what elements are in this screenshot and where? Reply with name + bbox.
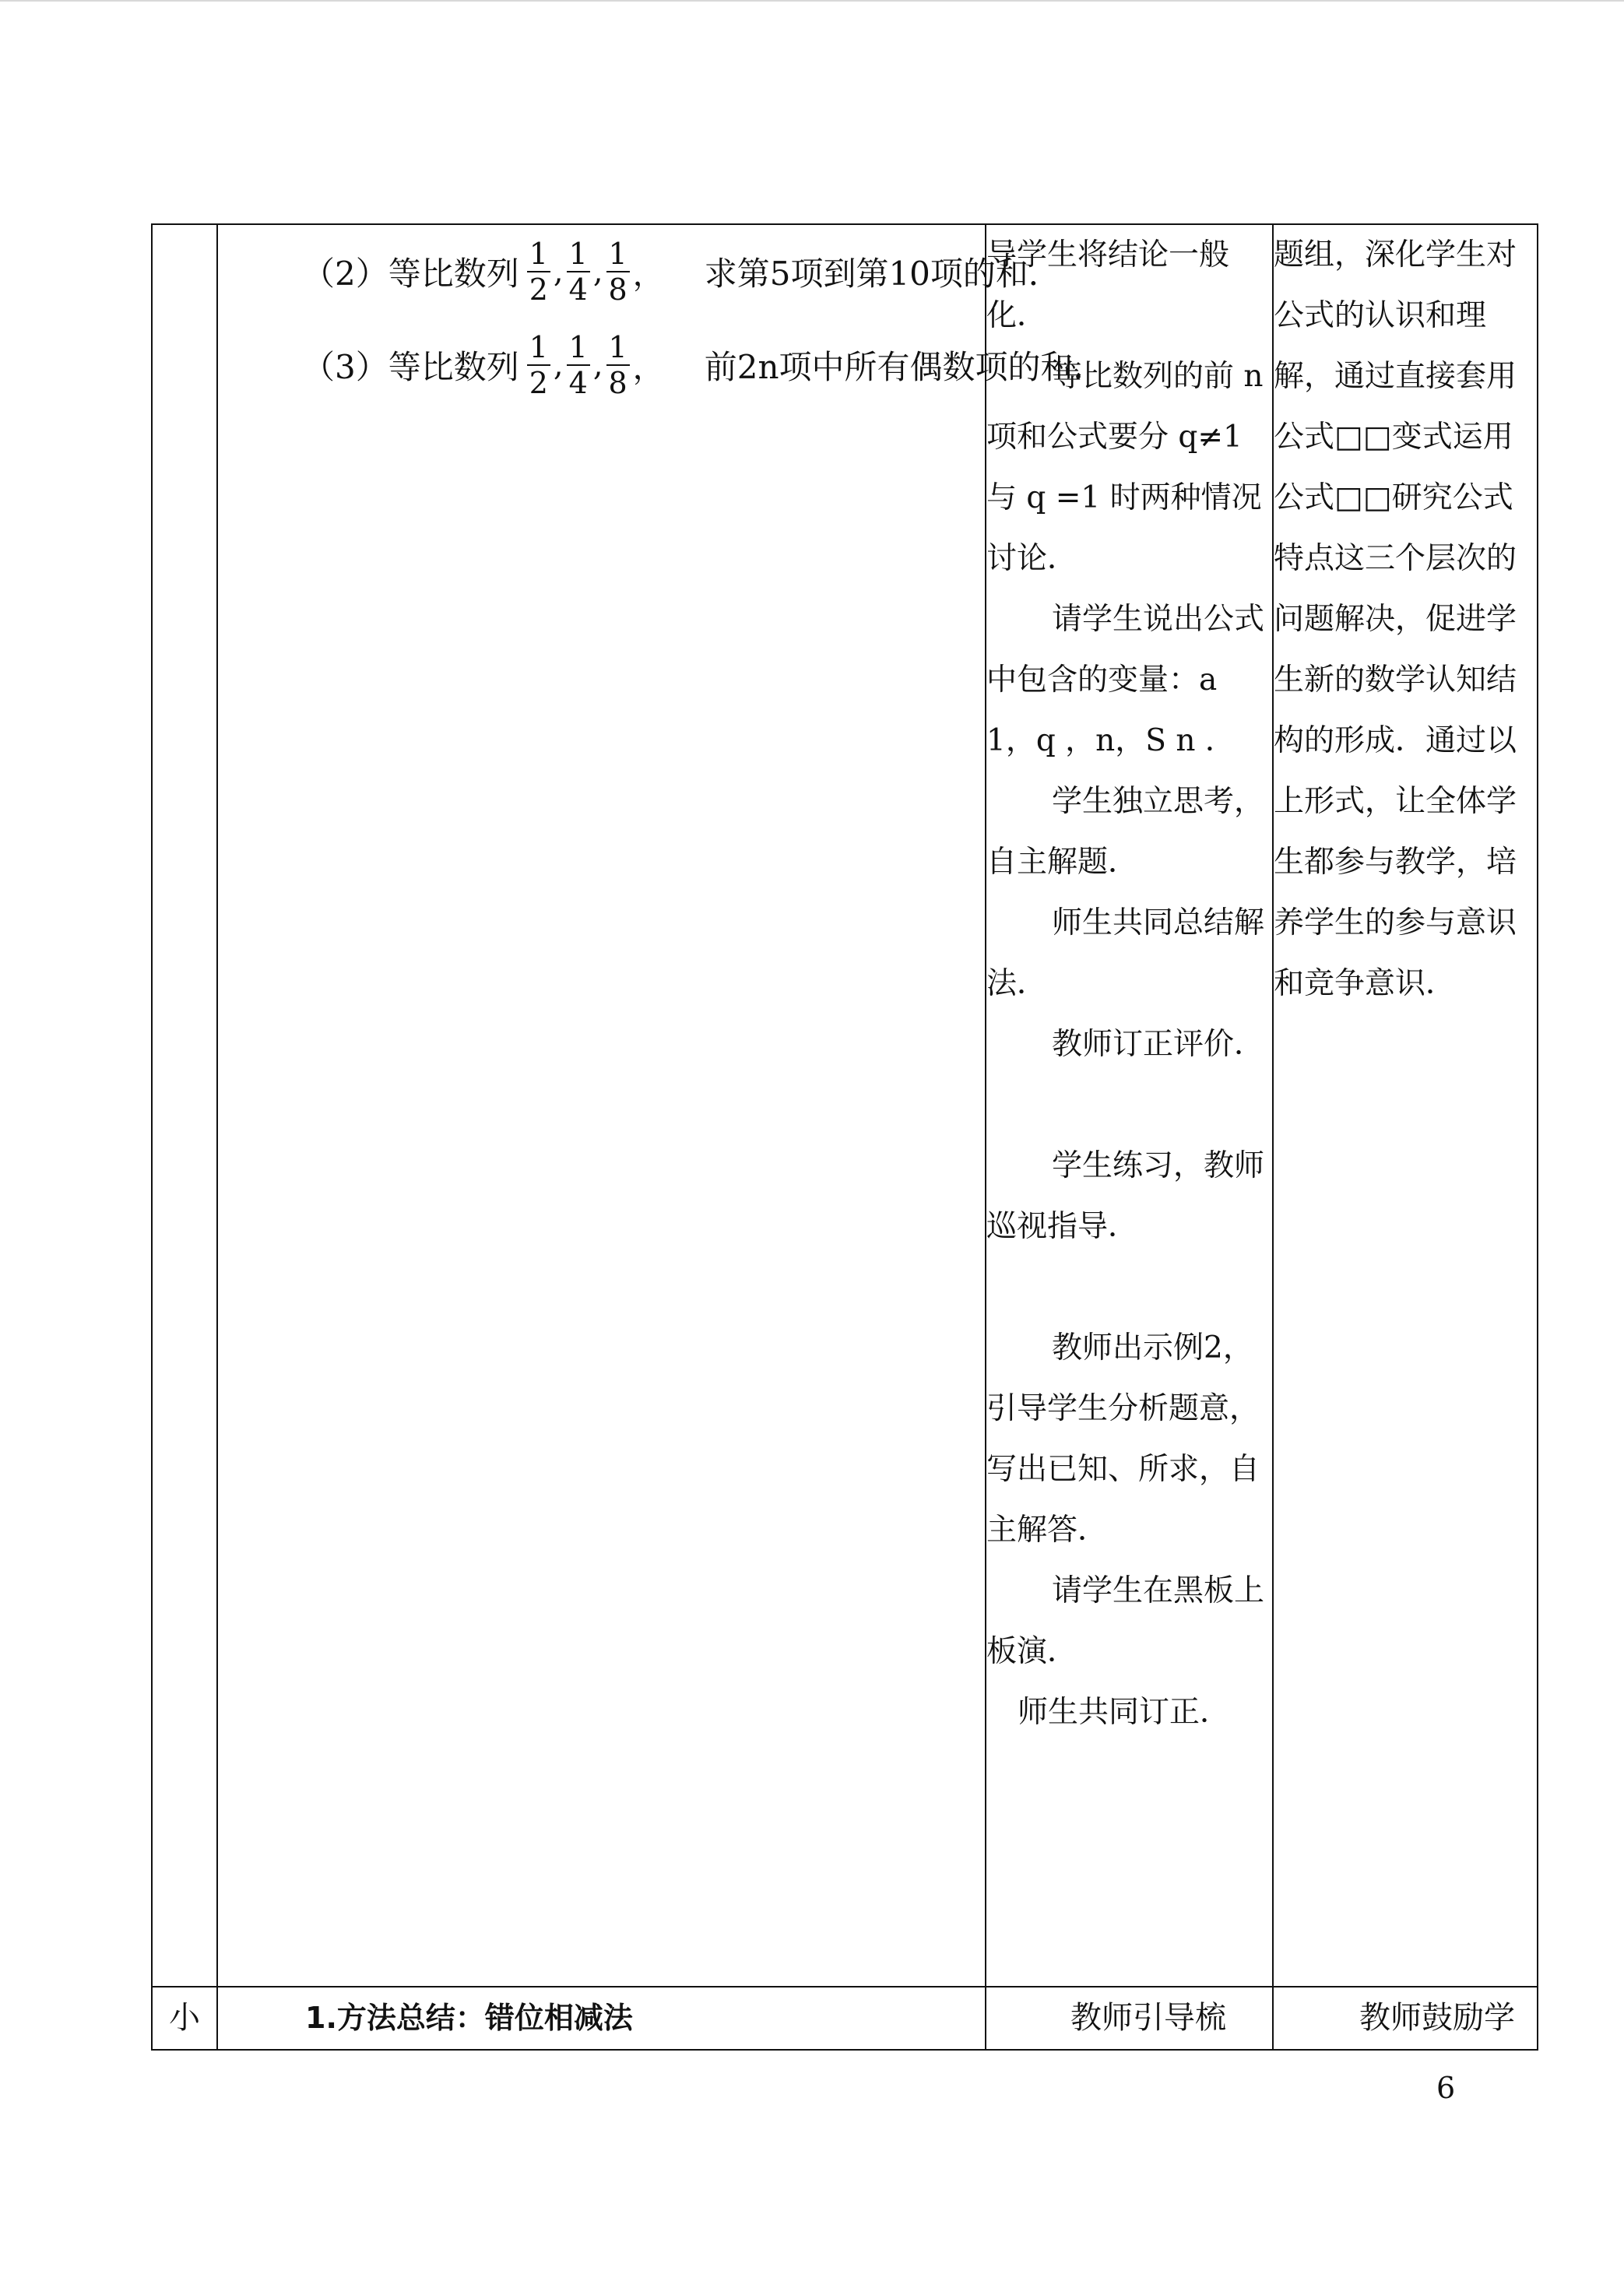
table-row [152, 224, 1538, 1987]
fraction: $\frac{1}{4}$ [567, 237, 590, 307]
teacher-note: 学生独立思考，自主解题． [986, 784, 1265, 880]
table-row [152, 1987, 1538, 2050]
teacher-note: 等比数列的前 n 项和公式要分 q≠1 与 q =1 时两种情况讨论． [986, 359, 1264, 576]
design-note: 教师鼓励学 [1273, 1987, 1538, 2050]
stage-label: 小 [152, 1987, 217, 2050]
example-2: （2）等比数列 $\frac{1}{2}$ , $\frac{1}{4}$ , $\frac{1}{8}$ ， 求第5项到第10项的和． [302, 237, 1061, 307]
fraction: $\frac{1}{2}$ [527, 237, 550, 307]
fraction: $\frac{1}{2}$ [527, 330, 550, 400]
teacher-note: 导学生将结论一般化． [986, 237, 1230, 333]
example-question: 前2n项中所有偶数项的和． [704, 348, 1106, 386]
design-intent-cell [1273, 224, 1538, 1987]
summary-heading: 1.方法总结：错位相减法 [217, 1987, 986, 2050]
fraction: $\frac{1}{4}$ [567, 330, 590, 400]
teacher-note: 师生共同订正． [1018, 1695, 1231, 1730]
teacher-note: 学生练习，教师巡视指导． [986, 1148, 1265, 1244]
stage-cell [152, 224, 217, 1987]
fraction: $\frac{1}{8}$ [606, 237, 630, 307]
lesson-plan-table [151, 223, 1538, 2051]
example-question: 求第5项到第10项的和． [704, 255, 1061, 293]
teacher-note: 请学生在黑板上板演． [986, 1573, 1265, 1669]
example-label: （3）等比数列 [302, 348, 519, 386]
teacher-note: 请学生说出公式中包含的变量：a 1，q ，n，S n ． [986, 602, 1265, 758]
example-3: （3）等比数列 $\frac{1}{2}$ , $\frac{1}{4}$ , $\frac{1}{8}$ ， 前2n项中所有偶数项的和． [302, 330, 1106, 400]
teacher-note: 教师出示例2，引导学生分析题意，写出已知、所求，自主解答． [986, 1330, 1260, 1548]
teacher-note: 教师订正评价． [1052, 1027, 1265, 1062]
design-note: 题组，深化学生对公式的认识和理解，通过直接套用公式□□变式运用公式□□研究公式特点这三个层次的问题解决，促进学生新的数学认知结构的形成．通过以上形式，让全体学生都参与教学，培养学生的参与意识和竞争意识． [1274, 237, 1517, 1001]
teacher-activity-cell [986, 224, 1273, 1987]
page-top-border [0, 0, 1624, 2]
teacher-note: 师生共同总结解法． [986, 905, 1265, 1001]
page-number: 6 [1436, 2071, 1456, 2105]
teacher-note: 教师引导梳 [986, 1987, 1273, 2050]
content-cell [217, 224, 1106, 1987]
fraction: $\frac{1}{8}$ [606, 330, 630, 400]
example-label: （2）等比数列 [302, 255, 519, 293]
